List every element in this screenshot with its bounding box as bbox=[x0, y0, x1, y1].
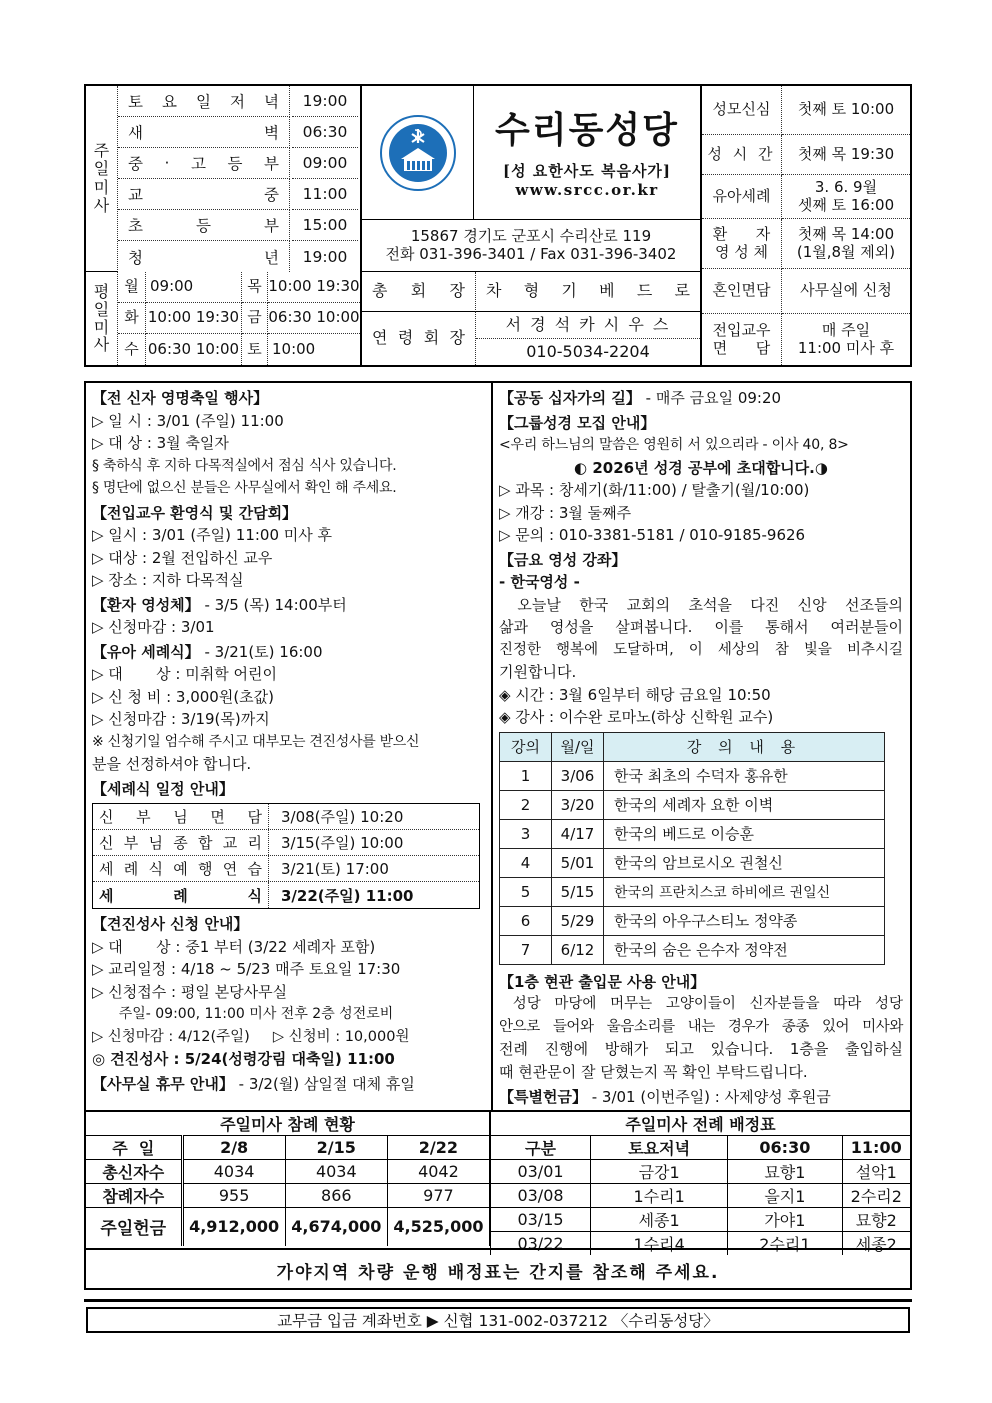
quote-line: <우리 하느님의 말씀은 영원히 서 있으리라 - 이사 40, 8> bbox=[499, 437, 849, 453]
attendance-date: 2/8 bbox=[182, 1136, 285, 1160]
liturgy-row: 03/22 1수리4 2수리1 세종2 bbox=[491, 1232, 911, 1256]
church-name: 수리동성당 bbox=[495, 109, 679, 151]
text-line: ▷ 과목 : 창세기(화/11:00) / 탈출기(월/10:00) bbox=[499, 481, 810, 499]
lecture-table bbox=[499, 732, 885, 965]
door-notice-section bbox=[499, 971, 903, 1084]
lecture-row: 4 5/01 한국의 암브로시오 권철신 bbox=[500, 848, 885, 877]
text-line: ▷ 교리일정 : 4/18 ~ 5/23 매주 토요일 17:30 bbox=[92, 960, 401, 978]
weekday-day: 금 bbox=[242, 303, 268, 334]
text-line: ▷ 대 상 : 미취학 어린이 bbox=[92, 665, 277, 683]
weekday-day: 월 bbox=[118, 272, 146, 303]
section-title: 【금요 영성 강좌】 bbox=[499, 550, 627, 569]
attendance-value: 4034 bbox=[182, 1160, 285, 1184]
council-label: 연 령 회 장 bbox=[362, 312, 476, 365]
weekday-day: 토 bbox=[242, 334, 268, 365]
attendance-value: 955 bbox=[182, 1184, 285, 1208]
account-bar bbox=[84, 1299, 912, 1331]
label-char: 미 bbox=[93, 177, 110, 197]
schedule-row: 세 례 식 예 행 연 습 3/21(토) 17:00 bbox=[93, 856, 479, 882]
section-title: 【세례식 일정 안내】 bbox=[92, 779, 234, 798]
vehicle-notice: 가야지역 차량 운행 배정표는 간지를 참조해 주세요. bbox=[86, 1248, 910, 1290]
highlight-line: ◎ 견진성사 : 5/24(성령강림 대축일) 11:00 bbox=[92, 1050, 395, 1068]
lecture-table-header: 강의 월/일 강 의 내 용 bbox=[500, 732, 885, 761]
mass-row: 새 벽 bbox=[118, 117, 290, 148]
text-line: ▷ 일 시 : 3/01 (주일) 11:00 bbox=[92, 411, 284, 430]
church-phone: 전화 031-396-3401 / Fax 031-396-3402 bbox=[385, 244, 677, 263]
weekday-time: 10:00 bbox=[272, 339, 316, 358]
council-phone: 010-5034-2204 bbox=[526, 341, 650, 361]
service-value: 첫째 토 10:00 bbox=[782, 86, 910, 135]
weekday-mass-label: 평 일 미 사 bbox=[86, 272, 118, 365]
attendance-header-label: 주 일 bbox=[86, 1136, 182, 1160]
text-line: ▷ 신청마감 : 3/19(목)까지 bbox=[92, 710, 270, 728]
label-char: 주 bbox=[93, 140, 110, 160]
service-value: 사무실에 신청 bbox=[782, 269, 910, 314]
section-title-line: 【유아 세례식】 - 3/21(토) 16:00 bbox=[92, 642, 323, 661]
text-line: ◈ 강사 : 이수완 로마노(하상 신학원 교수) bbox=[499, 708, 774, 726]
attendance-value: 4,912,000 bbox=[182, 1208, 285, 1246]
service-value: 첫째 목 19:30 bbox=[782, 135, 910, 175]
liturgy-header: 06:30 bbox=[728, 1136, 842, 1160]
baptism-schedule-section bbox=[92, 778, 488, 910]
confirmation-section bbox=[92, 913, 488, 1071]
attendance-table bbox=[86, 1112, 490, 1246]
church-title-block bbox=[474, 86, 700, 220]
special-offering-section: 【특별헌금】 - 3/01 (이번주일) : 사제양성 후원금 bbox=[499, 1088, 831, 1106]
attendance-title: 주일미사 참례 현황 bbox=[86, 1112, 490, 1136]
text-line: 전례 진행에 방해가 되고 있습니다. 1층을 출입하실 bbox=[499, 1040, 903, 1058]
weekday-day: 수 bbox=[118, 334, 146, 365]
text-line: 주일- 09:00, 11:00 미사 전후 2층 성전로비 bbox=[92, 1006, 394, 1022]
lecture-row: 6 5/29 한국의 아우구스티노 정약종 bbox=[500, 906, 885, 935]
church-logo bbox=[362, 86, 474, 220]
welcome-section bbox=[92, 502, 488, 592]
feast-section bbox=[92, 387, 488, 500]
text-line: 성당 마당에 머무는 고양이들이 신자분들을 따라 성당 bbox=[499, 996, 903, 1012]
weekday-time: 10:00 19:30 bbox=[268, 272, 360, 303]
column-divider bbox=[491, 383, 493, 1111]
text-line: ▷ 개강 : 3월 둘째주 bbox=[499, 503, 632, 522]
section-title: 【견진성사 신청 안내】 bbox=[92, 915, 249, 933]
mass-time: 15:00 bbox=[292, 210, 358, 241]
liturgy-header: 11:00 bbox=[842, 1136, 910, 1160]
account-info: 교무금 입금 계좌번호 ▶ 신협 131-002-037212 〈수리동성당〉 bbox=[86, 1307, 910, 1333]
weekday-time: 06:30 10:00 bbox=[268, 303, 360, 334]
service-value: 매 주일 11:00 미사 후 bbox=[797, 321, 895, 357]
text-line: ▷ 대 상 : 3월 축일자 bbox=[92, 434, 229, 452]
label-char: 일 bbox=[93, 159, 110, 179]
text-line: ◈ 시간 : 3월 6일부터 해당 금요일 10:50 bbox=[499, 685, 771, 704]
text-line: ▷ 대상 : 2월 전입하신 교우 bbox=[92, 548, 273, 567]
mass-row: 청 년 bbox=[118, 241, 290, 272]
mass-time: 11:00 bbox=[292, 179, 358, 210]
lecture-row: 3 4/17 한국의 베드로 이승훈 bbox=[500, 819, 885, 848]
bible-group-section bbox=[499, 412, 903, 547]
schedule-row: 신 부 님 면 담 3/08(주일) 10:20 bbox=[93, 804, 479, 830]
text-line: ▷ 장소 : 지하 다목적실 bbox=[92, 571, 244, 589]
baptism-schedule-table bbox=[92, 803, 480, 909]
service-value: 3. 6. 9월 셋째 토 16:00 bbox=[782, 175, 910, 219]
mass-row: 교 중 bbox=[118, 179, 290, 210]
schedule-row: 신 부 님 종 합 교 리 3/15(주일) 10:00 bbox=[93, 830, 479, 856]
section-title: 【그룹성경 모집 안내】 bbox=[499, 413, 656, 432]
mass-row: 토 요 일 저 녁 bbox=[118, 86, 290, 117]
section-title: 【전입교우 환영식 및 간담회】 bbox=[92, 503, 298, 522]
liturgy-table bbox=[490, 1112, 910, 1255]
text-line: ▷ 신청마감 : 4/12(주일) ▷ 신청비 : 10,000원 bbox=[92, 1028, 410, 1045]
attendance-value: 866 bbox=[285, 1184, 387, 1208]
stations-section: 【공동 십자가의 길】 - 매주 금요일 09:20 bbox=[499, 389, 782, 407]
sick-communion-section bbox=[92, 594, 488, 639]
attendance-row-label: 참례자수 bbox=[86, 1184, 182, 1208]
text-line: ▷ 신 청 비 : 3,000원(초값) bbox=[92, 687, 275, 706]
attendance-value: 4034 bbox=[285, 1160, 387, 1184]
weekday-time: 09:00 bbox=[146, 272, 242, 303]
mass-time: 09:00 bbox=[292, 148, 358, 179]
mass-time: 19:00 bbox=[302, 247, 348, 266]
label-char: 사 bbox=[93, 195, 110, 215]
liturgy-row: 03/15 세종1 가야1 묘향2 bbox=[491, 1208, 911, 1232]
invite-line: ◐ 2026년 성경 공부에 초대합니다.◑ bbox=[574, 458, 828, 477]
attendance-row-label: 총신자수 bbox=[86, 1160, 182, 1184]
liturgy-title: 주일미사 전례 배정표 bbox=[491, 1112, 911, 1136]
text-line: ▷ 신청접수 : 평일 본당사무실 bbox=[92, 982, 288, 1001]
church-subtitle: [성 요한사도 복음사가] bbox=[502, 161, 672, 180]
liturgy-row: 03/08 1수리1 을지1 2수리2 bbox=[491, 1184, 911, 1208]
lecture-row: 2 3/20 한국의 세례자 요한 이벽 bbox=[500, 790, 885, 819]
text-line: 분을 선정하셔야 합니다. bbox=[92, 755, 252, 773]
lecture-row: 7 6/12 한국의 숨은 은수자 정약전 bbox=[500, 935, 885, 964]
text-line: 진정한 행복에 도달하며, 이 세상의 참 빛을 비추시길 bbox=[499, 641, 903, 658]
section-title-line: 【환자 영성체】 - 3/5 (목) 14:00부터 bbox=[92, 595, 347, 614]
attendance-value: 4,525,000 bbox=[387, 1208, 489, 1246]
weekday-day: 화 bbox=[118, 303, 146, 334]
church-address: 15867 경기도 군포시 수리산로 119 bbox=[410, 227, 652, 246]
attendance-value: 4,674,000 bbox=[285, 1208, 387, 1246]
service-label: 유아세례 bbox=[702, 175, 782, 219]
right-column bbox=[499, 387, 903, 1109]
president-name: 차 형 기 베 드 로 bbox=[476, 272, 700, 312]
attendance-value: 4042 bbox=[387, 1160, 489, 1184]
text-line: ▷ 신청마감 : 3/01 bbox=[92, 618, 215, 636]
mass-row: 중 · 고 등 부 bbox=[118, 148, 290, 179]
weekday-time: 10:00 19:30 bbox=[146, 303, 242, 334]
text-line: § 축하식 후 지하 다목적실에서 점심 식사 있습니다. bbox=[92, 457, 397, 474]
mass-time: 06:30 bbox=[292, 117, 358, 148]
address-block bbox=[362, 220, 700, 272]
service-label: 혼인면담 bbox=[702, 269, 782, 314]
lecture-row: 1 3/06 한국 최초의 수덕자 홍유한 bbox=[500, 761, 885, 790]
text-line: 삶과 영성을 살펴봅니다. 이를 통해서 여러분들이 bbox=[499, 618, 903, 636]
infant-baptism-section bbox=[92, 641, 488, 776]
text-line: ※ 신청기일 엄수해 주시고 대부모는 견진성사를 받으신 bbox=[92, 733, 420, 750]
text-line: § 명단에 없으신 분들은 사무실에서 확인 해 주세요. bbox=[92, 480, 397, 496]
stats-panel bbox=[84, 1110, 912, 1290]
text-line: ▷ 대 상 : 중1 부터 (3/22 세례자 포함) bbox=[92, 937, 376, 956]
section-title: 【전 신자 영명축일 행사】 bbox=[92, 389, 269, 407]
header-panel bbox=[84, 84, 912, 367]
announcements-panel bbox=[84, 381, 912, 1111]
attendance-date: 2/22 bbox=[387, 1136, 489, 1160]
weekday-day: 목 bbox=[242, 272, 268, 303]
lecture-row: 5 5/15 한국의 프란치스코 하비에르 권일신 bbox=[500, 877, 885, 906]
liturgy-header: 토요저녁 bbox=[591, 1136, 728, 1160]
attendance-date: 2/15 bbox=[285, 1136, 387, 1160]
section-title: 【1층 현관 출입문 사용 안내】 bbox=[499, 972, 706, 991]
president-label: 총 회 장 bbox=[362, 272, 476, 312]
mass-time: 19:00 bbox=[292, 86, 358, 117]
friday-lecture-section bbox=[499, 549, 903, 965]
council-name: 서 경 석 카 시 우 스 bbox=[476, 312, 700, 339]
schedule-row: 세 례 식 3/22(주일) 11:00 bbox=[93, 882, 479, 908]
left-column bbox=[92, 387, 488, 1095]
section-title-line: 【사무실 휴무 안내】 - 3/2(월) 삼일절 대체 휴일 bbox=[92, 1074, 415, 1093]
church-website[interactable]: www.srcc.or.kr bbox=[515, 181, 659, 200]
liturgy-row: 03/01 금강1 묘향1 설악1 bbox=[491, 1160, 911, 1184]
service-label: 전입교우 면 담 bbox=[702, 314, 782, 365]
text-line: 오늘날 한국 교회의 초석을 다진 신앙 선조들의 bbox=[499, 595, 903, 614]
church-logo-icon bbox=[379, 113, 457, 193]
sunday-mass-label bbox=[86, 86, 118, 272]
weekday-time: 06:30 10:00 bbox=[146, 334, 242, 365]
service-label: 성모신심 bbox=[702, 86, 782, 135]
mass-row: 초 등 부 bbox=[118, 210, 290, 241]
attendance-row-label: 주일헌금 bbox=[86, 1208, 182, 1246]
service-label: 성 시 간 bbox=[702, 135, 782, 175]
text-line: 안으로 들어와 울음소리를 내는 경우가 종종 있어 미사와 bbox=[499, 1018, 903, 1035]
text-line: 기원합니다. bbox=[499, 663, 577, 681]
service-value: 첫째 목 14:00 (1월,8월 제외) bbox=[782, 219, 910, 269]
section-subtitle: - 한국영성 - bbox=[499, 573, 580, 591]
office-closed-section bbox=[92, 1073, 488, 1096]
text-line: ▷ 문의 : 010-3381-5181 / 010-9185-9626 bbox=[499, 526, 806, 544]
text-line: ▷ 일시 : 3/01 (주일) 11:00 미사 후 bbox=[92, 526, 333, 544]
service-label: 환 자 영 성 체 bbox=[702, 219, 782, 269]
liturgy-header: 구분 bbox=[491, 1136, 591, 1160]
attendance-value: 977 bbox=[387, 1184, 489, 1208]
text-line: 때 현관문이 잘 닫혔는지 꼭 확인 부탁드립니다. bbox=[499, 1062, 808, 1081]
